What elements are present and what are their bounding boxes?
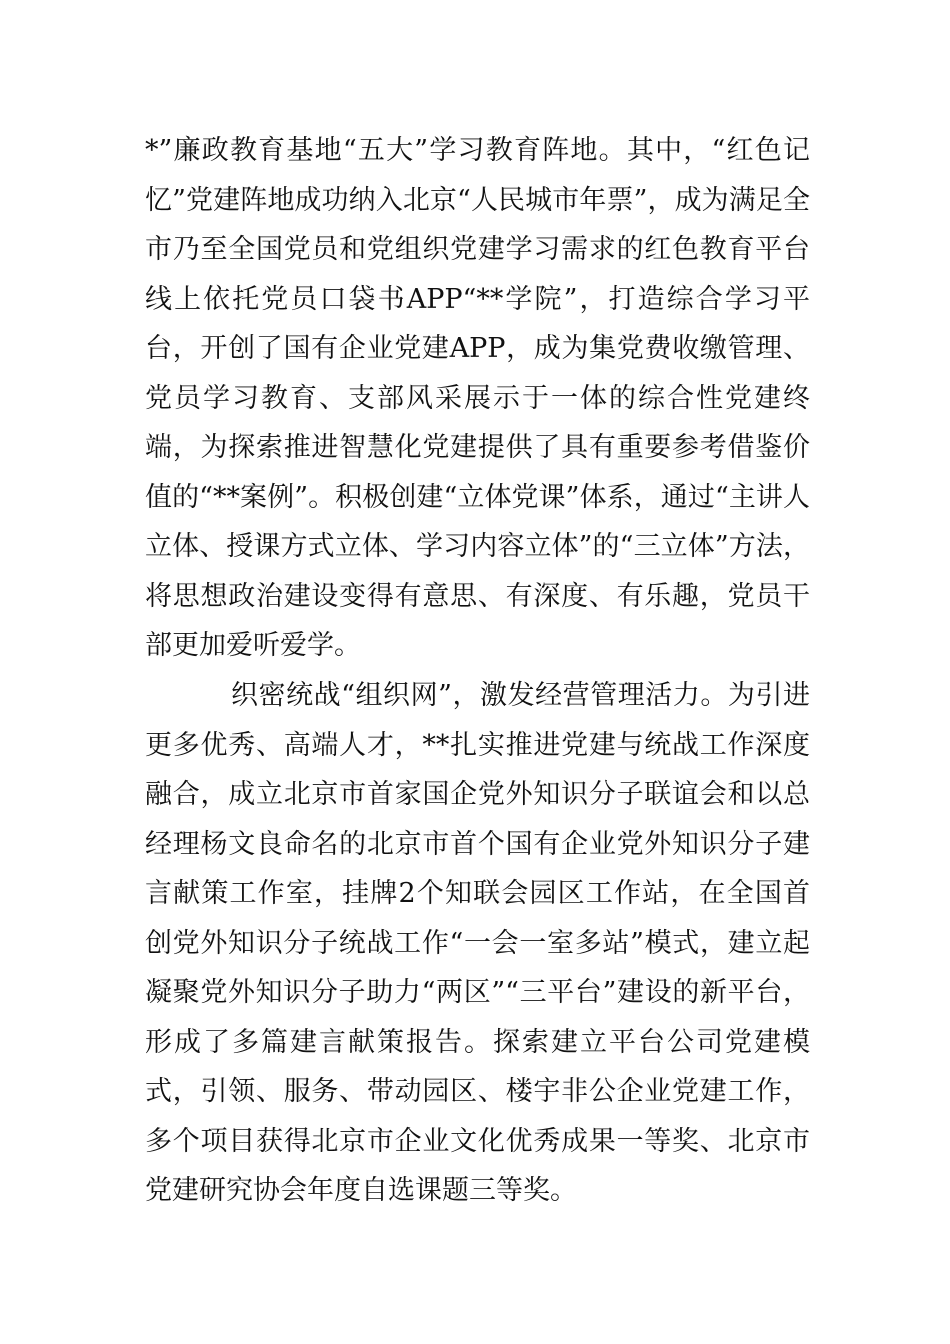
paragraph-united-front: 织密统战“组织网”，激发经营管理活力。为引进更多优秀、高端人才，**扎实推进党建与统战工作深度融合，成立北京市首家国企党外知识分子联谊会和以总经理杨文良命名的北京市首个国有企业党外知识分子建言献策工作室，挂牌2个知联会园区工作站，在全国首创党外知识分子统战工作“一会一室多站”模式，建立起凝聚党外知识分子助力“两区”“三平台”建设的新平台，形成了多篇建言献策报告。探索建立平台公司党建模式，引领、服务、带动园区、楼宇非公企业党建工作，多个项目获得北京市企业文化优秀成果一等奖、北京市党建研究协会年度自选课题三等奖。 bbox=[145, 680, 810, 1206]
paragraph-continuation: *”廉政教育基地“五大”学习教育阵地。其中，“红色记忆”党建阵地成功纳入北京“人民城市年票”，成为满足全市乃至全国党员和党组织党建学习需求的红色教育平台线上依托党员口袋书APP“**学院”，打造综合学习平台，开创了国有企业党建APP，成为集党费收缴管理、党员学习教育、支部风采展示于一体的综合性党建终端，为探索推进智慧化党建提供了具有重要参考借鉴价值的“**案例”。积极创建“立体党课”体系，通过“主讲人立体、授课方式立体、学习内容立体”的“三立体”方法，将思想政治建设变得有意思、有深度、有乐趣，党员干部更加爱听爱学。 bbox=[145, 135, 810, 661]
